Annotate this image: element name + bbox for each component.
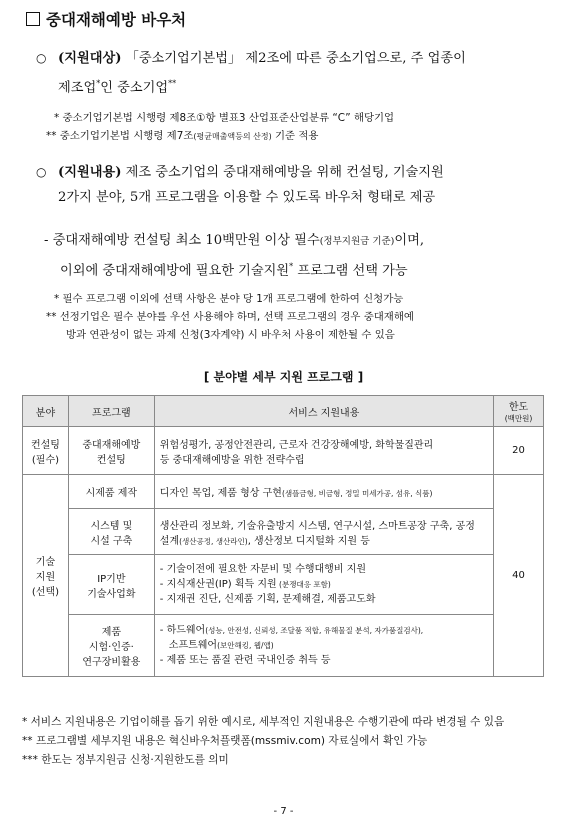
table-row [23,615,544,677]
support-target-line1: 「중소기업기본법」 제2조에 따른 중소기업으로, 주 업종이 [121,51,466,66]
support-content-lead: (지원내용) [58,165,122,180]
service-cell [154,555,493,615]
note-1 [54,109,394,127]
note-mark: * [54,293,60,305]
service-cell [154,615,493,677]
note-text: 중소기업기본법 시행령 제8조①항 별표3 산업표준산업분류 “C” 해당기업 [62,112,395,124]
program-cell [68,427,154,475]
field-text: 컨설팅 [30,439,60,451]
footnote-mark: * [289,262,294,271]
program-cell [68,555,154,615]
footnote-2: ** 프로그램별 세부지원 내용은 혁신바우처플랫폼(mssmiv.com) 자료실에서 확인 가능 [22,735,428,747]
program-text: 중대재해예방 [82,439,141,451]
field-text: 기술 [35,557,56,568]
service-cell [154,427,493,475]
field-text: (필수) [31,454,60,466]
footnote-3: *** 한도는 정부지원금 신청·지원한도를 의미 [22,754,229,766]
support-content-line2: 2가지 분야, 5개 프로그램을 이용할 수 있도록 바우처 형태로 제공 [58,190,436,205]
table-row [23,555,544,615]
checkbox-square-icon [26,12,40,26]
dash-line1-tail: 이며, [394,233,425,248]
service-small-text: (샘플금형, 비금형, 정밀 미세가공, 섬유, 식품) [281,489,433,498]
dash-line1: 중대재해예방 컨설팅 최소 10백만원 이상 필수 [52,233,320,248]
table-row [23,427,544,475]
table-row [23,509,544,555]
service-text: - 제품 또는 품질 관련 국내인증 취득 등 [159,655,331,666]
program-cell [68,615,154,677]
section-title-text: 중대재해예방 바우처 [46,10,187,29]
field-cell [23,475,69,677]
dash-line1-small: (정부지원금 기준) [319,236,395,247]
program-text: 연구장비활용 [82,657,141,668]
note-text: 중소기업기본법 시행령 제7조 [59,130,194,142]
program-cell: 시제품 제작 [68,475,154,509]
program-text: 시설 구축 [90,535,133,547]
table-row [23,475,544,509]
note-4 [46,308,414,326]
header-limit-unit: (백만원) [504,414,533,423]
field-text: 지원 [35,572,56,583]
support-target-line2-tail: 인 중소기업 [100,80,169,96]
service-cell [154,509,493,555]
service-small-text: (분쟁대응 포함) [276,580,331,589]
support-target-lead: (지원대상) [58,51,122,66]
service-cell [154,475,493,509]
service-text: 디자인 목업, 제품 형상 구현 [159,488,282,499]
program-text: 시스템 및 [90,520,133,532]
service-small-text: (보안해킹, 웹/앱) [217,641,274,650]
circle-bullet-icon: ○ [36,51,47,65]
limit-cell: 20 [494,427,544,475]
service-text: 설계 [159,535,180,547]
program-text: 시험·인증· [88,642,134,653]
service-text: - 지재권 진단, 신제품 기획, 문제해결, 제품고도화 [159,594,376,605]
note-tail: 기준 적용 [271,130,319,142]
service-text: - 하드웨어 [159,625,206,636]
service-text: 소프트웨어 [168,640,218,651]
note-4-cont: 방과 연관성이 없는 과제 신청(3자계약) 시 바우처 사용이 제한될 수 있음 [66,329,395,341]
table-header-row [23,396,544,427]
table-title: [ 분야별 세부 지원 프로그램 ] [203,370,364,384]
service-small-text: (성능, 안전성, 신뢰성, 조달품 적합, 유해물질 분석, 자가품질검사), [205,626,424,635]
program-text: 기술사업화 [87,588,136,600]
support-content-item [38,160,548,210]
field-text: (선택) [31,587,60,598]
support-target-item [38,46,548,100]
header-field: 분야 [23,396,69,427]
note-mark: * [54,112,60,124]
page-number: - 7 - [273,806,294,817]
program-table [22,395,544,677]
note-3 [54,290,403,308]
note-small-text: (평균매출액등의 산정) [193,132,272,141]
header-limit [494,396,544,427]
dash-item [44,228,554,283]
program-text: IP기반 [97,573,126,585]
dash-line2-tail: 프로그램 선택 가능 [293,263,408,279]
dash-line2: 이외에 중대재해예방에 필요한 기술지원 [60,263,290,279]
section-title [26,8,186,30]
header-program: 프로그램 [68,396,154,427]
footnote-mark: * [96,79,101,88]
service-text: 생산관리 정보화, 기술유출방지 시스템, 연구시설, 스마트공장 구축, 공정 [159,520,475,532]
program-cell [68,509,154,555]
service-text: 위험성평가, 공정안전관리, 근로자 건강장해예방, 화학물질관리 [159,439,434,451]
footnote-1: * 서비스 지원내용은 기업이해를 돕기 위한 예시로, 세부적인 지원내용은 수행기관에 따라 변경될 수 있음 [22,716,505,728]
service-text: , 생산정보 디지털화 지원 등 [247,535,370,547]
note-2 [46,127,318,146]
header-service: 서비스 지원내용 [154,396,493,427]
field-cell [23,427,69,475]
circle-bullet-icon: ○ [36,165,47,179]
note-text: 선정기업은 필수 분야를 우선 사용해야 하며, 선택 프로그램의 경우 중대재해예 [59,311,414,323]
note-mark: ** [46,130,57,142]
program-text: 제품 [101,627,122,638]
service-text: - 기술이전에 필요한 자문비 및 수행대행비 지원 [159,564,367,575]
note-text: 필수 프로그램 이외에 선택 사항은 분야 당 1개 프로그램에 한하여 신청가능 [62,293,404,305]
service-small-text: (생산공정, 생산라인) [179,536,248,546]
dash-icon: - [44,233,53,248]
support-content-line1: 제조 중소기업의 중대재해예방을 위해 컨설팅, 기술지원 [121,165,444,180]
limit-cell: 40 [494,475,544,677]
program-text: 컨설팅 [96,454,126,466]
footnote-mark: ** [168,79,177,88]
service-text: 등 중대재해예방을 위한 전략수립 [159,454,305,466]
header-limit-label: 한도 [508,402,529,413]
support-target-line2: 제조업 [58,80,97,96]
service-text: - 지식재산권(IP) 획득 지원 [159,579,277,590]
note-mark: ** [46,311,57,323]
